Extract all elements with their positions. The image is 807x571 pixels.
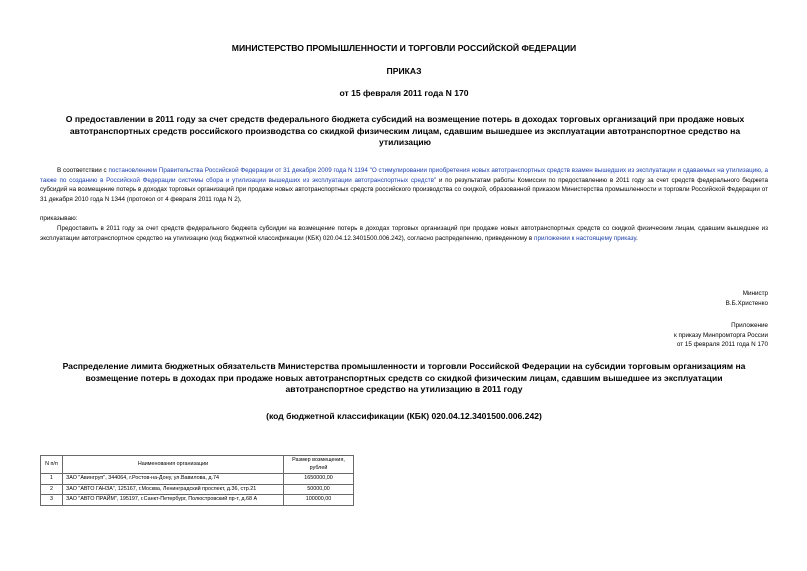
appendix-order-ref: к приказу Минпромторга России bbox=[674, 331, 768, 339]
row-org-name: ЗАО "АВТО ГАНЗА", 125167, г.Москва, Ленинградский проспект, д.36, стр.21 bbox=[63, 484, 284, 495]
signature-block bbox=[726, 289, 768, 308]
row-num: 3 bbox=[41, 495, 63, 506]
preamble-paragraph bbox=[40, 166, 768, 204]
appendix-title: Распределение лимита бюджетных обязательств Министерства промышленности и торговли Российской Федерации на субсидии торговым организациям на возмещение потерь в доходах при продаже новых автотранспортных средств со скидкой физическим лицам, сдавшим вышедшее из эксплуатации автотранспортное средство на утилизацию в 2011 году bbox=[62, 361, 746, 394]
row-sum: 1650000,00 bbox=[284, 474, 354, 485]
row-num: 1 bbox=[41, 474, 63, 485]
order-end: . bbox=[635, 234, 638, 242]
appendix-order-date: от 15 февраля 2011 года N 170 bbox=[676, 341, 768, 349]
preamble-rest: и по результатам работы Комиссии по предоставлению в 2011 году за счет средств федерального бюджета субсидий на возмещение потерь в доходах торговых организаций при продаже новых автотранспортных средств российского производства со скидкой, образованной приказом Министерства промышленности и торговли Российской Федерации от 31 декабря 2010 года N 1344 (протокол от 4 февраля 2011 года N 2), bbox=[40, 176, 768, 203]
order-date-number: от 15 февраля 2011 года N 170 bbox=[339, 88, 469, 98]
appendix-reference bbox=[674, 321, 768, 350]
order-title: О предоставлении в 2011 году за счет средств федерального бюджета субсидий на возмещение потерь в доходах торговых организаций при продаже новых автотранспортных средств российского производства со скидкой физическим лицам, сдавшим вышедшее из эксплуатации автотранспортное средство на утилизацию bbox=[65, 114, 745, 147]
table-row bbox=[41, 495, 354, 506]
order-paragraph bbox=[40, 224, 768, 243]
row-sum: 100000,00 bbox=[284, 495, 354, 506]
table-row bbox=[41, 484, 354, 495]
kbk-line: (код бюджетной классификации (КБК) 020.04.12.3401500.006.242) bbox=[266, 411, 542, 421]
ministry-heading: МИНИСТЕРСТВО ПРОМЫШЛЕННОСТИ И ТОРГОВЛИ РОССИЙСКОЙ ФЕДЕРАЦИИ bbox=[231, 43, 577, 53]
row-org-name: ЗАО "Авингруп", 344064, г.Ростов-на-Дону, ул.Вавилова, д.74 bbox=[63, 474, 284, 485]
doc-type-heading: ПРИКАЗ bbox=[386, 66, 422, 76]
distribution-table bbox=[40, 455, 354, 506]
appendix-label: Приложение bbox=[731, 322, 768, 329]
preamble-intro: В соответствии с bbox=[57, 167, 109, 174]
header-sum: Размер возмещения, рублей bbox=[284, 456, 354, 474]
order-word: приказываю: bbox=[40, 215, 78, 222]
row-num: 2 bbox=[41, 484, 63, 495]
table-row bbox=[41, 474, 354, 485]
appendix-link[interactable]: приложении к настоящему приказу bbox=[534, 234, 636, 242]
order-text: Предоставить в 2011 году за счет средств федерального бюджета субсидии на возмещение потерь в доходах торговых организаций при продаже новых автотранспортных средств со скидкой физическим лицам, сдавшим вышедшее из эксплуатации автотранспортное средство на утилизацию (код бюджетной классификации (КБК) 020.04.12.3401500.006.242), согласно распределению, приведенному в bbox=[40, 225, 768, 242]
header-name: Наименования организации bbox=[63, 456, 284, 474]
row-org-name: ЗАО "АВТО ПРАЙМ", 195197, г.Санкт-Петербург, Полюстровский пр-т, д.68 А bbox=[63, 495, 284, 506]
signature-position: Министр bbox=[742, 290, 768, 297]
header-num: N п/п bbox=[41, 456, 63, 474]
signature-name: В.Б.Христенко bbox=[725, 299, 768, 307]
table-header-row bbox=[41, 456, 354, 474]
government-decree-link[interactable]: постановлением Правительства Российской Федерации от 31 декабря 2009 года N 1194 "О стимулировании приобретения новых автотранспортных средств взамен вышедших из эксплуатации и сдаваемых на утилизацию, а также по созданию в Российской Федерации системы сбора и утилизации вышедших из эксплуатации автотранспортных средств" bbox=[40, 167, 768, 184]
row-sum: 50000,00 bbox=[284, 484, 354, 495]
